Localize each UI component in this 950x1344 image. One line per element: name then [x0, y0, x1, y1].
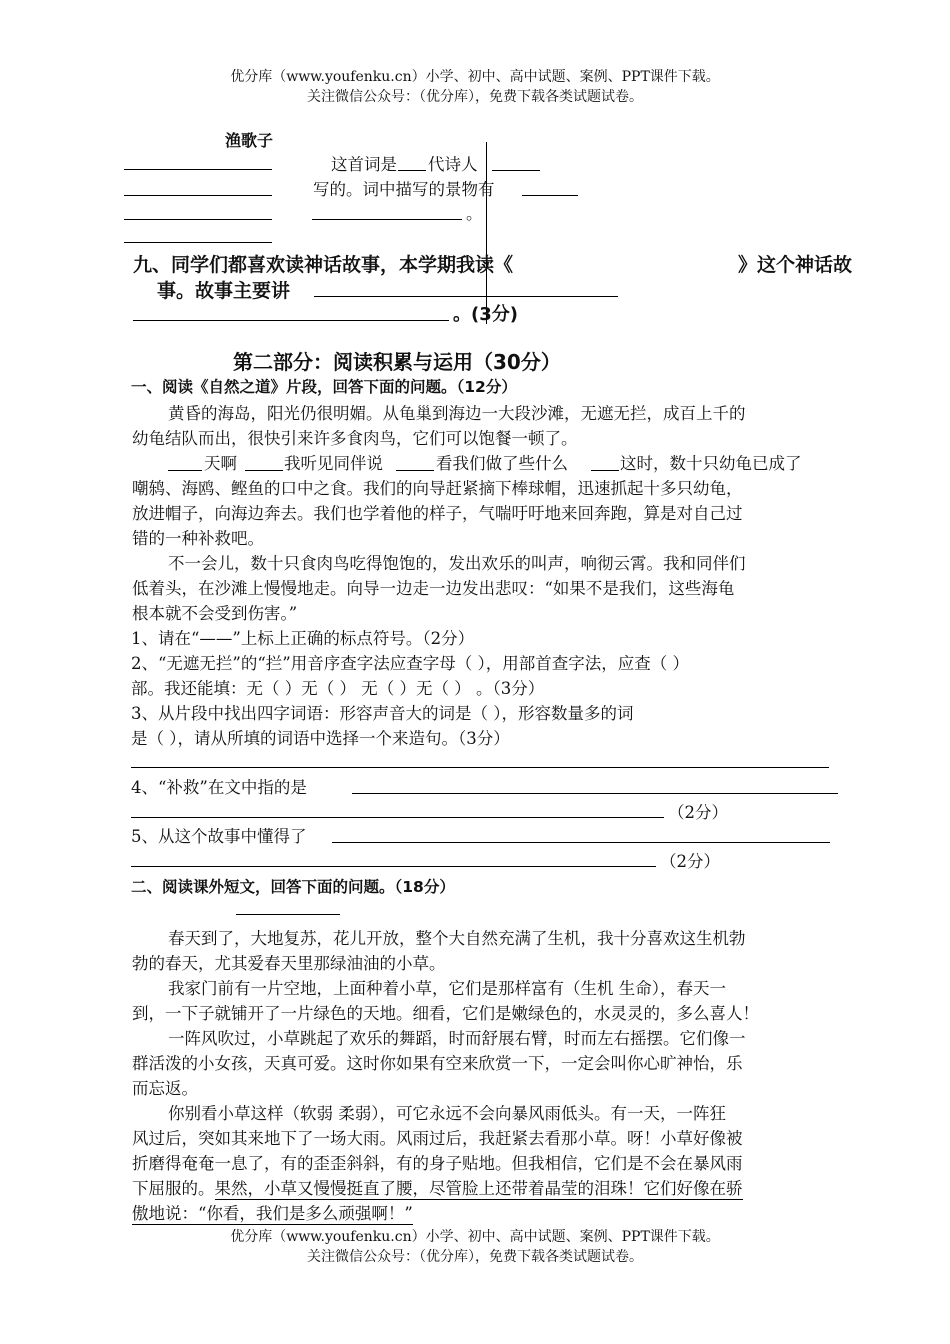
passage-1-text: 这时，数十只幼龟已成了 [620, 454, 802, 473]
passage-2-text: 一阵风吹过，小草跳起了欢乐的舞蹈，时而舒展右臂，时而左右摇摆。它们像一 [168, 1029, 746, 1048]
answer-blank [124, 219, 272, 220]
answer-line [352, 793, 838, 794]
q9-line-2: 事。故事主要讲 [157, 280, 291, 302]
question-5: 5、从这个故事中懂得了 [131, 827, 307, 846]
question-3-line-1: 3、从片段中找出四字词语：形容声音大的词是（ ），形容数量多的词 [131, 704, 634, 723]
q9-line-3-end: 。(3分) [453, 304, 518, 325]
passage-1-text: 根本就不会受到伤害。” [132, 604, 298, 623]
answer-blank [312, 219, 462, 220]
q9-line-1a: 九、同学们都喜欢读神话故事，本学期我读《 [133, 254, 514, 276]
passage-1-text: 幼龟结队而出，很快引来许多食肉鸟，它们可以饱餐一顿了。 [132, 429, 578, 448]
passage-1-text: 我听见同伴说 [284, 454, 383, 473]
passage-1-text: 嘲鸫、海鸥、鲣鱼的口中之食。我们的向导赶紧摘下棒球帽，迅速抓起十多只幼龟， [132, 479, 743, 498]
question-1: 1、请在“——”上标上正确的标点符号。（2分） [131, 629, 475, 648]
passage-1-text: 天啊 [204, 454, 237, 473]
page-header-line-2: 关注微信公众号：（优分库），免费下载各类试题试卷。 [307, 89, 643, 105]
question-2-line-1: 2、“无遮无拦”的“拦”用音序查字法应查字母（ ），用部首查字法，应查（ ） [131, 654, 689, 673]
poem-question-a: 这首词是 [331, 155, 397, 174]
poem-question-b: 代诗人 [428, 155, 478, 174]
passage-2-text: 折磨得奄奄一息了，有的歪歪斜斜，有的身子贴地。但我相信，它们是不会在暴风雨 [132, 1154, 743, 1173]
answer-blank [522, 195, 578, 196]
question-4: 4、“补救”在文中指的是 [131, 778, 307, 797]
answer-blank [124, 195, 272, 196]
underlined-sentence: 傲地说：“你看，我们是多么顽强啊！” [132, 1204, 413, 1223]
passage-2-text-plain: 下屈服的。 [132, 1179, 215, 1198]
passage-1-text: 不一会儿，数十只食肉鸟吃得饱饱的，发出欢乐的叫声，响彻云霄。我和同伴们 [168, 554, 746, 573]
answer-line [131, 866, 656, 867]
passage-1-text: 看我们做了些什么 [436, 454, 568, 473]
punctuation-blank [168, 470, 202, 471]
answer-blank [124, 242, 272, 243]
passage-2-text: 你别看小草这样（软弱 柔弱），可它永远不会向暴风雨低头。有一天，一阵狂 [168, 1104, 726, 1123]
answer-blank [314, 296, 618, 297]
passage-2-text [132, 1200, 413, 1224]
page-footer-line-1: 优分库（www.youfenku.cn）小学、初中、高中试题、案例、PPT课件下载。 [230, 1229, 720, 1245]
answer-blank [124, 169, 272, 170]
question-5-score: （2分） [660, 852, 720, 871]
section-2-title: 二、阅读课外短文，回答下面的问题。（18分） [131, 878, 455, 896]
page-footer-line-2: 关注微信公众号：（优分库），免费下载各类试题试卷。 [307, 1249, 643, 1265]
passage-2-text: 而忘返。 [132, 1079, 198, 1098]
answer-blank [492, 170, 540, 171]
answer-line [131, 767, 829, 768]
passage-2-text: 风过后，突如其来地下了一场大雨。风雨过后，我赶紧去看那小草。呀！小草好像被 [132, 1129, 743, 1148]
passage-1-text: 放进帽子，向海边奔去。我们也学着他的样子，气喘吁吁地来回奔跑，算是对自己过 [132, 504, 743, 523]
passage-1-text: 黄昏的海岛，阳光仍很明媚。从龟巢到海边一大段沙滩，无遮无拦，成百上千的 [168, 404, 746, 423]
passage-2-text: 我家门前有一片空地，上面种着小草，它们是那样富有（生机 生命），春天一 [168, 979, 726, 998]
passage-1-text: 低着头，在沙滩上慢慢地走。向导一边走一边发出悲叹：“如果不是我们，这些海龟 [132, 579, 735, 598]
passage-2-text: 春天到了，大地复苏，花儿开放，整个大自然充满了生机，我十分喜欢这生机勃 [168, 929, 746, 948]
question-3-line-2: 是（ ），请从所填的词语中选择一个来造句。（3分） [131, 729, 510, 748]
punctuation-blank [591, 470, 619, 471]
part2-title: 第二部分：阅读积累与运用（30分） [233, 350, 561, 374]
answer-line [131, 817, 664, 818]
poem-question-c: 写的。词中描写的景物有 [313, 180, 495, 199]
section-1-title: 一、阅读《自然之道》片段，回答下面的问题。（12分） [131, 378, 517, 396]
question-4-score: （2分） [668, 803, 728, 822]
title-blank [236, 914, 340, 915]
punctuation-blank [396, 470, 434, 471]
answer-line [332, 842, 830, 843]
passage-2-text: 勃的春天，尤其爱春天里那绿油油的小草。 [132, 954, 446, 973]
poem-title: 渔歌子 [225, 131, 274, 150]
passage-2-text: 群活泼的小女孩，天真可爱。这时你如果有空来欣赏一下，一定会叫你心旷神怡，乐 [132, 1054, 743, 1073]
underlined-sentence: 果然，小草又慢慢挺直了腰，尽管脸上还带着晶莹的泪珠！它们好像在骄 [214, 1179, 743, 1198]
q9-line-1b: 》这个神话故 [738, 254, 853, 276]
answer-blank [398, 170, 426, 171]
punctuation-blank [245, 470, 283, 471]
passage-2-text: 到，一下子就铺开了一片绿色的天地。细看，它们是嫩绿色的，水灵灵的，多么喜人！ [132, 1004, 759, 1023]
passage-2-text [132, 1175, 743, 1199]
page-header-line-1: 优分库（www.youfenku.cn）小学、初中、高中试题、案例、PPT课件下载。 [230, 69, 720, 85]
answer-blank [133, 320, 449, 321]
passage-1-text: 错的一种补救吧。 [132, 529, 264, 548]
question-2-line-2: 部。我还能填：无（ ）无（ ） 无（ ）无（ ） 。（3分） [131, 679, 545, 698]
poem-question-end: 。 [466, 204, 483, 223]
